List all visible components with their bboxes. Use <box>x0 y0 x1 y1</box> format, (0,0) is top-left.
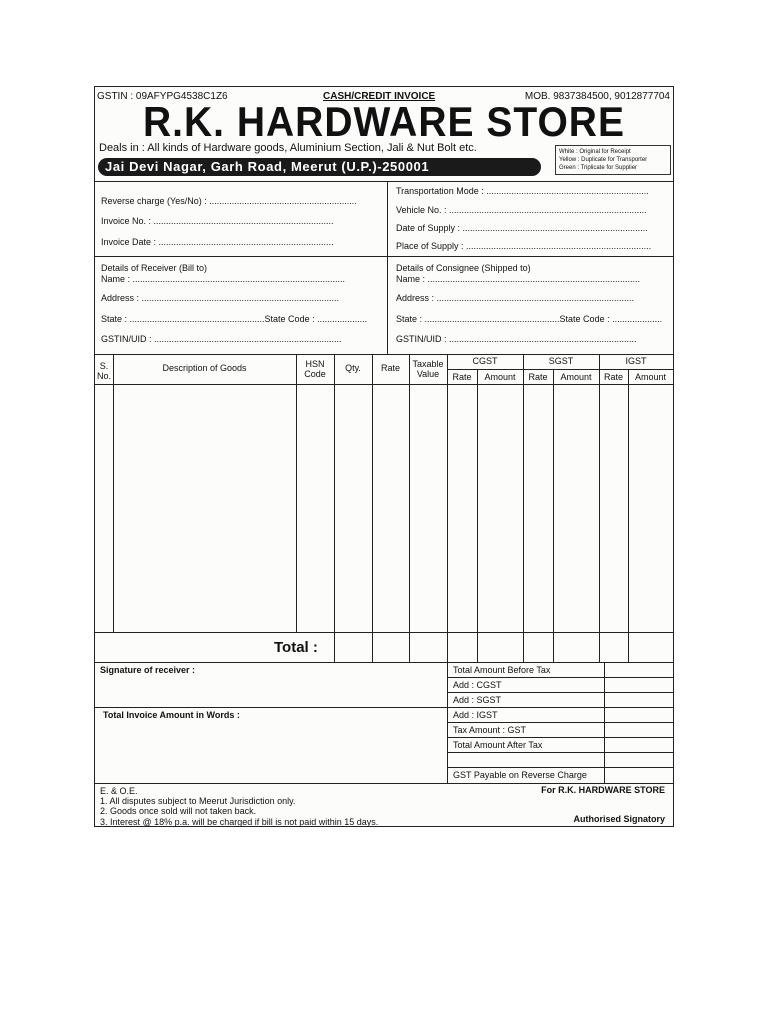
column-line <box>447 354 448 662</box>
summary-total-after-tax: Total Amount After Tax <box>453 740 543 750</box>
summary-row-line <box>447 752 673 753</box>
mobile-text: MOB. 9837384500, 9012877704 <box>524 91 670 102</box>
authorised-signatory: Authorised Signatory <box>573 814 665 824</box>
footer-line <box>95 783 673 784</box>
consignee-address-field[interactable]: Address : ............................................................................... <box>396 293 635 303</box>
deals-in-text: Deals in : All kinds of Hardware goods, Aluminium Section, Jali & Nut Bolt etc. <box>99 142 477 154</box>
tax-subheader-line <box>447 369 673 370</box>
invoice-form <box>94 86 674 827</box>
col-qty: Qty. <box>345 363 361 373</box>
column-line <box>372 354 373 662</box>
col-rate: Rate <box>380 363 400 373</box>
column-line <box>477 369 478 662</box>
col-igst-rate: Rate <box>603 372 623 382</box>
eoe-text: E. & O.E. <box>100 786 138 796</box>
col-sno-2: No. <box>96 371 111 381</box>
gstin-text: GSTIN : 09AFYPG4538C1Z6 <box>97 91 228 102</box>
consignee-state-field[interactable]: State : ......................................................State Code : .................... <box>396 314 663 324</box>
summary-tax-amount-gst: Tax Amount : GST <box>453 725 527 735</box>
copy-legend <box>555 145 671 175</box>
column-line <box>334 354 335 662</box>
column-line <box>296 354 297 632</box>
col-cgst-amount: Amount <box>484 372 516 382</box>
col-igst-amount: Amount <box>634 372 667 382</box>
col-igst: IGST <box>625 356 647 366</box>
summary-line <box>95 707 447 708</box>
copy-legend-white: White : Original for Receipt <box>559 149 631 155</box>
col-sgst-rate: Rate <box>528 372 548 382</box>
summary-add-cgst: Add : CGST <box>453 680 502 690</box>
table-top-line <box>95 354 673 355</box>
column-line <box>409 354 410 662</box>
transport-mode-field[interactable]: Transportation Mode : ................................................................. <box>396 186 649 196</box>
amount-in-words-label: Total Invoice Amount in Words : <box>103 710 240 720</box>
reverse-charge-field[interactable]: Reverse charge (Yes/No) : ........................................................... <box>101 196 357 206</box>
place-of-supply-field[interactable]: Place of Supply : .......................................................................... <box>396 241 652 251</box>
receiver-gstin-field[interactable]: GSTIN/UID : ........................................................................... <box>101 334 342 344</box>
col-sgst: SGST <box>548 356 574 366</box>
term-3: 3. Interest @ 18% p.a. will be charged if bill is not paid within 15 days. <box>100 817 379 827</box>
summary-reverse-charge: GST Payable on Reverse Charge <box>453 770 587 780</box>
for-store-text: For R.K. HARDWARE STORE <box>541 785 665 795</box>
receiver-signature-label: Signature of receiver : <box>100 665 196 675</box>
invoice-no-field[interactable]: Invoice No. : ........................................................................ <box>101 216 334 226</box>
summary-row-line <box>447 767 673 768</box>
receiver-heading: Details of Receiver (Bill to) <box>101 263 208 273</box>
invoice-type: CASH/CREDIT INVOICE <box>323 91 436 102</box>
receiver-state-field[interactable]: State : ......................................................State Code : .................... <box>101 314 368 324</box>
date-of-supply-field[interactable]: Date of Supply : .......................................................................... <box>396 223 648 233</box>
table-bottom-line <box>95 662 673 663</box>
consignee-name-field[interactable]: Name : ..................................................................................... <box>396 274 641 284</box>
summary-row-line <box>447 722 673 723</box>
receiver-address-field[interactable]: Address : ............................................................................... <box>101 293 340 303</box>
total-label: Total : <box>274 639 318 656</box>
term-1: 1. All disputes subject to Meerut Jurisdiction only. <box>100 796 296 806</box>
summary-row-line <box>447 707 673 708</box>
column-line <box>599 354 600 662</box>
summary-row-line <box>447 692 673 693</box>
summary-row-line <box>447 737 673 738</box>
col-description: Description of Goods <box>162 363 247 373</box>
col-sno-1: S. <box>99 361 109 371</box>
col-hsn-1: HSN <box>305 359 325 369</box>
consignee-gstin-field[interactable]: GSTIN/UID : ........................................................................... <box>396 334 637 344</box>
column-line <box>553 369 554 662</box>
copy-legend-yellow: Yellow : Duplicate for Transporter <box>559 157 648 163</box>
summary-total-before-tax: Total Amount Before Tax <box>453 665 551 675</box>
summary-add-igst: Add : IGST <box>453 710 498 720</box>
col-taxable-2: Value <box>416 369 440 379</box>
divider <box>387 181 388 354</box>
col-sgst-amount: Amount <box>560 372 592 382</box>
table-body-bottom-line <box>95 632 673 633</box>
copy-legend-green: Green : Triplicate for Supplier <box>559 165 638 171</box>
column-line <box>628 369 629 662</box>
col-cgst: CGST <box>472 356 498 366</box>
summary-row-line <box>447 677 673 678</box>
receiver-name-field[interactable]: Name : ..................................................................................... <box>101 274 346 284</box>
divider <box>95 181 673 182</box>
store-name: R.K. HARDWARE STORE <box>143 99 625 146</box>
col-taxable-1: Taxable <box>412 359 444 369</box>
col-cgst-rate: Rate <box>452 372 472 382</box>
summary-add-sgst: Add : SGST <box>453 695 502 705</box>
column-line <box>113 354 114 632</box>
column-line <box>523 354 524 662</box>
divider <box>95 256 673 257</box>
store-address: Jai Devi Nagar, Garh Road, Meerut (U.P.)-250001 <box>98 158 541 176</box>
invoice-date-field[interactable]: Invoice Date : ...................................................................... <box>101 237 334 247</box>
term-2: 2. Goods once sold will not taken back. <box>100 806 257 816</box>
consignee-heading: Details of Consignee (Shipped to) <box>396 263 531 273</box>
table-header-line <box>95 384 673 385</box>
col-hsn-2: Code <box>304 369 326 379</box>
vehicle-no-field[interactable]: Vehicle No. : ............................................................................... <box>396 205 647 215</box>
